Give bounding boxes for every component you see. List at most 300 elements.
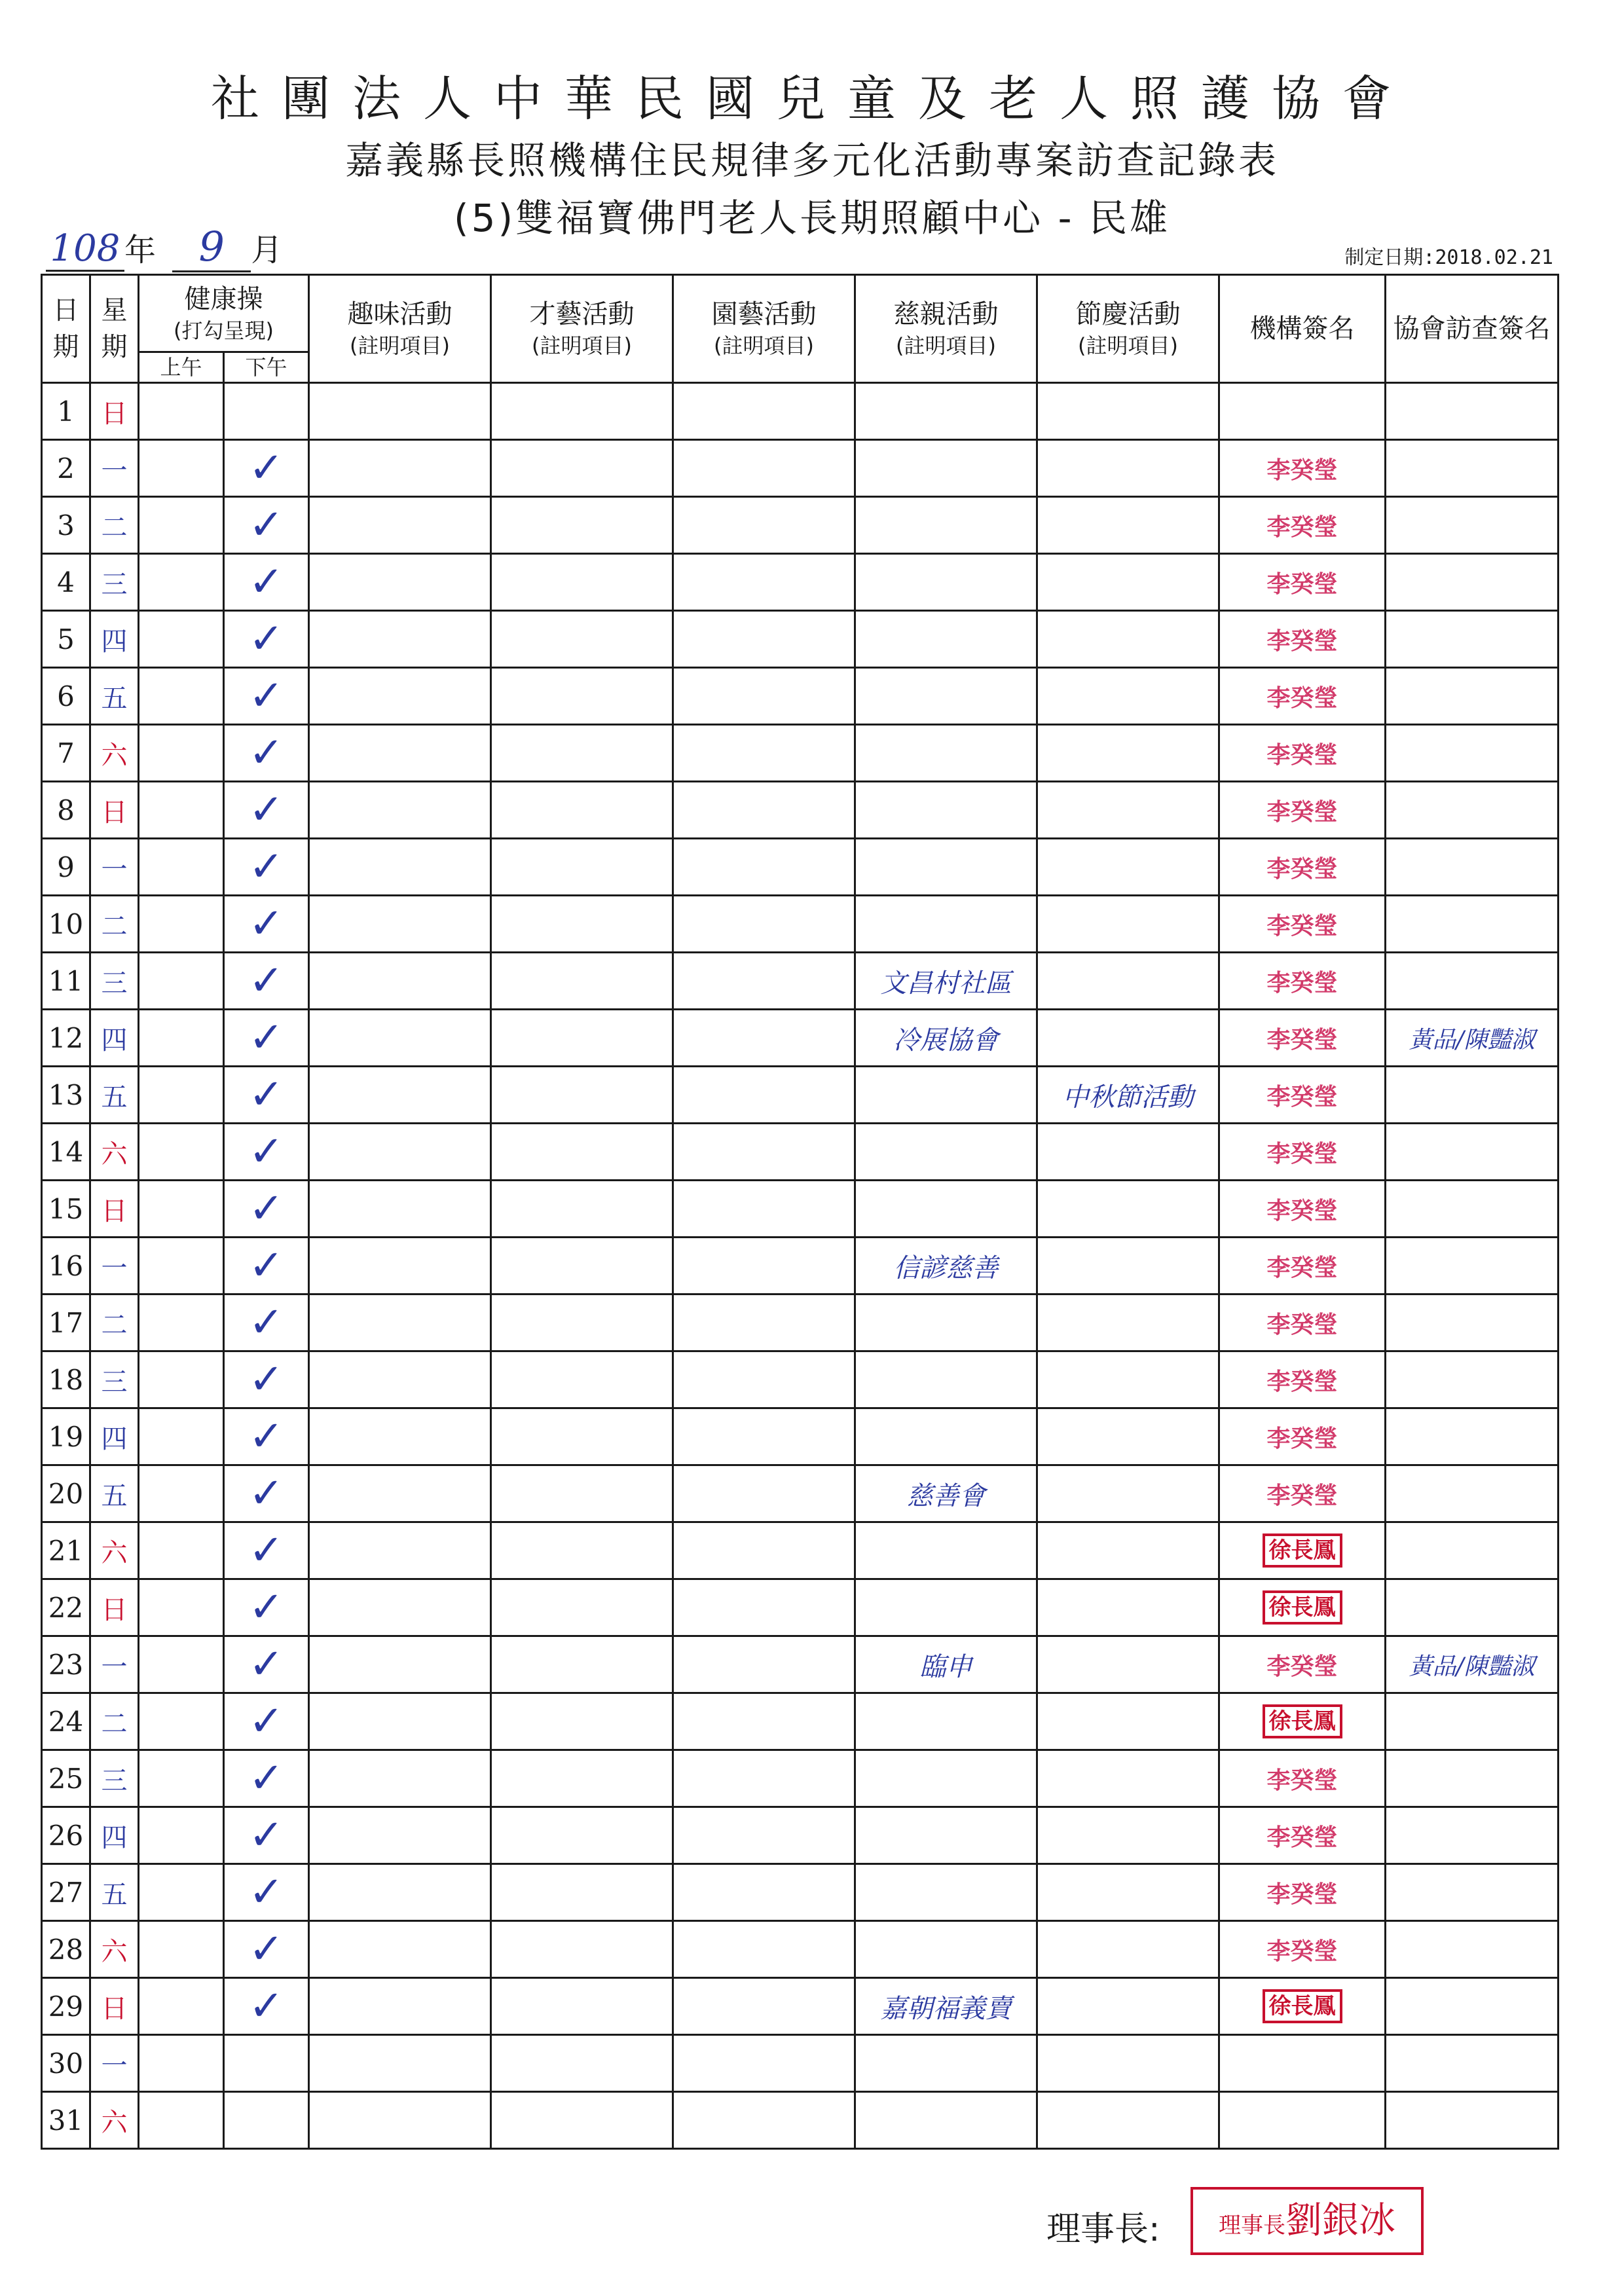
pm-check-cell[interactable]: ✓ bbox=[224, 1408, 309, 1465]
garden-cell[interactable] bbox=[673, 1010, 855, 1067]
pm-check-cell[interactable] bbox=[224, 2092, 309, 2149]
festival-activity-cell[interactable] bbox=[1037, 1351, 1219, 1408]
association-signature-cell[interactable] bbox=[1386, 554, 1559, 611]
fun-cell[interactable] bbox=[309, 383, 491, 440]
festival-activity-cell[interactable] bbox=[1037, 611, 1219, 668]
institution-signature-cell[interactable]: 李癸瑩 bbox=[1219, 896, 1386, 953]
pm-check-cell[interactable]: ✓ bbox=[224, 1522, 309, 1579]
garden-cell[interactable] bbox=[673, 1636, 855, 1693]
talent-cell[interactable] bbox=[491, 1693, 673, 1750]
family-activity-cell[interactable] bbox=[855, 611, 1037, 668]
garden-cell[interactable] bbox=[673, 953, 855, 1010]
day-cell: 4 bbox=[42, 554, 90, 611]
am-check-cell[interactable] bbox=[139, 1693, 224, 1750]
family-activity-cell[interactable] bbox=[855, 1181, 1037, 1238]
association-signature-cell[interactable] bbox=[1386, 1921, 1559, 1978]
garden-cell[interactable] bbox=[673, 383, 855, 440]
pm-check-cell[interactable]: ✓ bbox=[224, 1465, 309, 1522]
family-activity-cell[interactable] bbox=[855, 1408, 1037, 1465]
association-signature-cell[interactable] bbox=[1386, 1465, 1559, 1522]
pm-check-cell[interactable]: ✓ bbox=[224, 668, 309, 725]
festival-activity-cell[interactable] bbox=[1037, 1921, 1219, 1978]
festival-activity-cell[interactable] bbox=[1037, 2035, 1219, 2092]
institution-signature-cell[interactable]: 李癸瑩 bbox=[1219, 1921, 1386, 1978]
association-signature-cell[interactable] bbox=[1386, 1693, 1559, 1750]
institution-signature-cell[interactable] bbox=[1219, 1978, 1386, 2035]
fun-cell[interactable] bbox=[309, 1408, 491, 1465]
pm-check-cell[interactable]: ✓ bbox=[224, 1636, 309, 1693]
am-check-cell[interactable] bbox=[139, 2092, 224, 2149]
pm-check-cell[interactable]: ✓ bbox=[224, 497, 309, 554]
institution-signature-cell[interactable]: 李癸瑩 bbox=[1219, 1864, 1386, 1921]
festival-activity-cell[interactable] bbox=[1037, 839, 1219, 896]
day-cell: 26 bbox=[42, 1807, 90, 1864]
talent-cell[interactable] bbox=[491, 1294, 673, 1351]
pm-check-cell[interactable]: ✓ bbox=[224, 1693, 309, 1750]
association-signature-cell[interactable] bbox=[1386, 1522, 1559, 1579]
fun-cell[interactable] bbox=[309, 1921, 491, 1978]
pm-check-cell[interactable]: ✓ bbox=[224, 1921, 309, 1978]
festival-activity-cell[interactable] bbox=[1037, 953, 1219, 1010]
garden-cell[interactable] bbox=[673, 1750, 855, 1807]
talent-cell[interactable] bbox=[491, 1408, 673, 1465]
fun-cell[interactable] bbox=[309, 1864, 491, 1921]
talent-cell[interactable] bbox=[491, 2092, 673, 2149]
fun-cell[interactable] bbox=[309, 1750, 491, 1807]
header-festival: 節慶活動 (註明項目) bbox=[1037, 275, 1219, 383]
association-signature-cell[interactable] bbox=[1386, 839, 1559, 896]
talent-cell[interactable] bbox=[491, 725, 673, 782]
festival-activity-cell[interactable] bbox=[1037, 1294, 1219, 1351]
fun-cell[interactable] bbox=[309, 497, 491, 554]
association-signature-cell[interactable] bbox=[1386, 1067, 1559, 1124]
talent-cell[interactable] bbox=[491, 554, 673, 611]
talent-cell[interactable] bbox=[491, 1864, 673, 1921]
pm-check-cell[interactable]: ✓ bbox=[224, 1124, 309, 1181]
table-row bbox=[42, 497, 1559, 554]
talent-cell[interactable] bbox=[491, 1636, 673, 1693]
institution-signature-cell[interactable]: 李癸瑩 bbox=[1219, 725, 1386, 782]
association-signature-cell[interactable] bbox=[1386, 725, 1559, 782]
table-row bbox=[42, 1978, 1559, 2035]
fun-cell[interactable] bbox=[309, 1351, 491, 1408]
festival-activity-cell[interactable]: 中秋節活動 bbox=[1037, 1067, 1219, 1124]
family-activity-cell[interactable] bbox=[855, 1124, 1037, 1181]
talent-cell[interactable] bbox=[491, 896, 673, 953]
institution-signature-cell[interactable]: 李癸瑩 bbox=[1219, 782, 1386, 839]
family-activity-cell[interactable] bbox=[855, 896, 1037, 953]
talent-cell[interactable] bbox=[491, 1579, 673, 1636]
fun-cell[interactable] bbox=[309, 1294, 491, 1351]
festival-activity-cell[interactable] bbox=[1037, 1522, 1219, 1579]
day-cell: 17 bbox=[42, 1294, 90, 1351]
institution-signature-cell[interactable]: 李癸瑩 bbox=[1219, 953, 1386, 1010]
association-signature-cell[interactable] bbox=[1386, 2035, 1559, 2092]
association-signature-cell[interactable] bbox=[1386, 1294, 1559, 1351]
pm-check-cell[interactable]: ✓ bbox=[224, 1978, 309, 2035]
am-check-cell[interactable] bbox=[139, 1408, 224, 1465]
institution-signature-cell[interactable] bbox=[1219, 2035, 1386, 2092]
institution-signature-cell[interactable]: 李癸瑩 bbox=[1219, 1124, 1386, 1181]
weekday-cell: 日 bbox=[90, 1978, 139, 2035]
festival-activity-cell[interactable] bbox=[1037, 1864, 1219, 1921]
institution-signature-cell[interactable]: 李癸瑩 bbox=[1219, 668, 1386, 725]
am-check-cell[interactable] bbox=[139, 1750, 224, 1807]
association-signature-cell[interactable]: 黃品/陳豔淑 bbox=[1386, 1010, 1559, 1067]
festival-activity-cell[interactable] bbox=[1037, 1636, 1219, 1693]
talent-cell[interactable] bbox=[491, 839, 673, 896]
am-check-cell[interactable] bbox=[139, 1807, 224, 1864]
talent-cell[interactable] bbox=[491, 953, 673, 1010]
association-signature-cell[interactable] bbox=[1386, 440, 1559, 497]
talent-cell[interactable] bbox=[491, 1978, 673, 2035]
pm-check-cell[interactable]: ✓ bbox=[224, 554, 309, 611]
festival-activity-cell[interactable] bbox=[1037, 1408, 1219, 1465]
festival-activity-cell[interactable] bbox=[1037, 383, 1219, 440]
association-signature-cell[interactable] bbox=[1386, 668, 1559, 725]
garden-cell[interactable] bbox=[673, 1864, 855, 1921]
garden-cell[interactable] bbox=[673, 1693, 855, 1750]
association-signature-cell[interactable] bbox=[1386, 1238, 1559, 1294]
fun-cell[interactable] bbox=[309, 668, 491, 725]
weekday-cell: 六 bbox=[90, 1124, 139, 1181]
festival-activity-cell[interactable] bbox=[1037, 2092, 1219, 2149]
am-check-cell[interactable] bbox=[139, 668, 224, 725]
fun-cell[interactable] bbox=[309, 1181, 491, 1238]
talent-cell[interactable] bbox=[491, 1181, 673, 1238]
pm-check-cell[interactable]: ✓ bbox=[224, 1864, 309, 1921]
institution-signature-cell[interactable]: 李癸瑩 bbox=[1219, 839, 1386, 896]
family-activity-cell[interactable] bbox=[855, 1921, 1037, 1978]
family-activity-cell[interactable] bbox=[855, 554, 1037, 611]
festival-activity-cell[interactable] bbox=[1037, 896, 1219, 953]
talent-cell[interactable] bbox=[491, 1921, 673, 1978]
festival-activity-cell[interactable] bbox=[1037, 1978, 1219, 2035]
association-signature-cell[interactable] bbox=[1386, 497, 1559, 554]
association-signature-cell[interactable] bbox=[1386, 1750, 1559, 1807]
institution-signature-cell[interactable]: 李癸瑩 bbox=[1219, 440, 1386, 497]
garden-cell[interactable] bbox=[673, 1807, 855, 1864]
association-signature-cell[interactable]: 黃品/陳豔淑 bbox=[1386, 1636, 1559, 1693]
institution-signature-cell[interactable]: 李癸瑩 bbox=[1219, 1750, 1386, 1807]
family-activity-cell[interactable] bbox=[855, 1067, 1037, 1124]
institution-signature-cell[interactable] bbox=[1219, 1693, 1386, 1750]
family-activity-cell[interactable]: 嘉朝福義賣 bbox=[855, 1978, 1037, 2035]
year-value[interactable]: 108 bbox=[46, 227, 124, 272]
fun-cell[interactable] bbox=[309, 611, 491, 668]
pm-check-cell[interactable]: ✓ bbox=[224, 1067, 309, 1124]
festival-activity-cell[interactable] bbox=[1037, 1579, 1219, 1636]
am-check-cell[interactable] bbox=[139, 782, 224, 839]
festival-activity-cell[interactable] bbox=[1037, 497, 1219, 554]
pm-check-cell[interactable]: ✓ bbox=[224, 1750, 309, 1807]
pm-check-cell[interactable]: ✓ bbox=[224, 839, 309, 896]
family-activity-cell[interactable] bbox=[855, 1693, 1037, 1750]
family-activity-cell[interactable] bbox=[855, 1522, 1037, 1579]
garden-cell[interactable] bbox=[673, 611, 855, 668]
am-check-cell[interactable] bbox=[139, 1921, 224, 1978]
institution-signature-cell[interactable]: 李癸瑩 bbox=[1219, 1067, 1386, 1124]
association-signature-cell[interactable] bbox=[1386, 1181, 1559, 1238]
festival-activity-cell[interactable] bbox=[1037, 1750, 1219, 1807]
fun-cell[interactable] bbox=[309, 2035, 491, 2092]
weekday-cell: 一 bbox=[90, 440, 139, 497]
talent-cell[interactable] bbox=[491, 611, 673, 668]
family-activity-cell[interactable] bbox=[855, 1351, 1037, 1408]
institution-signature-cell[interactable]: 李癸瑩 bbox=[1219, 1636, 1386, 1693]
family-activity-cell[interactable] bbox=[855, 497, 1037, 554]
institution-signature-cell[interactable] bbox=[1219, 383, 1386, 440]
garden-cell[interactable] bbox=[673, 497, 855, 554]
fun-cell[interactable] bbox=[309, 725, 491, 782]
talent-cell[interactable] bbox=[491, 497, 673, 554]
association-signature-cell[interactable] bbox=[1386, 1408, 1559, 1465]
fun-cell[interactable] bbox=[309, 1636, 491, 1693]
association-signature-cell[interactable] bbox=[1386, 611, 1559, 668]
garden-cell[interactable] bbox=[673, 554, 855, 611]
header-garden: 園藝活動 (註明項目) bbox=[673, 275, 855, 383]
talent-cell[interactable] bbox=[491, 1465, 673, 1522]
am-check-cell[interactable] bbox=[139, 1636, 224, 1693]
garden-cell[interactable] bbox=[673, 2035, 855, 2092]
institution-signature-cell[interactable]: 李癸瑩 bbox=[1219, 554, 1386, 611]
am-check-cell[interactable] bbox=[139, 1864, 224, 1921]
pm-check-cell[interactable]: ✓ bbox=[224, 1807, 309, 1864]
institution-signature-cell[interactable]: 李癸瑩 bbox=[1219, 1465, 1386, 1522]
pm-check-cell[interactable]: ✓ bbox=[224, 782, 309, 839]
institution-signature-cell[interactable]: 李癸瑩 bbox=[1219, 1408, 1386, 1465]
weekday-cell: 二 bbox=[90, 1693, 139, 1750]
garden-cell[interactable] bbox=[673, 725, 855, 782]
association-signature-cell[interactable] bbox=[1386, 1579, 1559, 1636]
weekday-cell: 日 bbox=[90, 1579, 139, 1636]
festival-activity-cell[interactable] bbox=[1037, 1693, 1219, 1750]
fun-cell[interactable] bbox=[309, 554, 491, 611]
am-check-cell[interactable] bbox=[139, 1238, 224, 1294]
am-check-cell[interactable] bbox=[139, 1010, 224, 1067]
festival-activity-cell[interactable] bbox=[1037, 440, 1219, 497]
association-signature-cell[interactable] bbox=[1386, 1807, 1559, 1864]
family-activity-cell[interactable] bbox=[855, 383, 1037, 440]
association-signature-cell[interactable] bbox=[1386, 1351, 1559, 1408]
institution-signature-cell[interactable]: 李癸瑩 bbox=[1219, 1294, 1386, 1351]
garden-cell[interactable] bbox=[673, 668, 855, 725]
garden-cell[interactable] bbox=[673, 1522, 855, 1579]
weekday-cell: 六 bbox=[90, 1522, 139, 1579]
fun-cell[interactable] bbox=[309, 782, 491, 839]
header-family: 慈親活動 (註明項目) bbox=[855, 275, 1037, 383]
talent-cell[interactable] bbox=[491, 1238, 673, 1294]
am-check-cell[interactable] bbox=[139, 839, 224, 896]
festival-activity-cell[interactable] bbox=[1037, 1010, 1219, 1067]
institution-signature-cell[interactable]: 李癸瑩 bbox=[1219, 497, 1386, 554]
am-check-cell[interactable] bbox=[139, 497, 224, 554]
family-activity-cell[interactable]: 慈善會 bbox=[855, 1465, 1037, 1522]
am-check-cell[interactable] bbox=[139, 1579, 224, 1636]
association-signature-cell[interactable] bbox=[1386, 383, 1559, 440]
family-activity-cell[interactable] bbox=[855, 2035, 1037, 2092]
association-signature-cell[interactable] bbox=[1386, 1124, 1559, 1181]
garden-cell[interactable] bbox=[673, 1181, 855, 1238]
fun-cell[interactable] bbox=[309, 896, 491, 953]
fun-cell[interactable] bbox=[309, 1522, 491, 1579]
pm-check-cell[interactable]: ✓ bbox=[224, 440, 309, 497]
talent-cell[interactable] bbox=[491, 440, 673, 497]
family-activity-cell[interactable]: 信諺慈善 bbox=[855, 1238, 1037, 1294]
festival-activity-cell[interactable] bbox=[1037, 1238, 1219, 1294]
association-signature-cell[interactable] bbox=[1386, 896, 1559, 953]
family-activity-cell[interactable]: 臨申 bbox=[855, 1636, 1037, 1693]
fun-cell[interactable] bbox=[309, 2092, 491, 2149]
am-check-cell[interactable] bbox=[139, 383, 224, 440]
institution-signature-cell[interactable]: 李癸瑩 bbox=[1219, 1010, 1386, 1067]
pm-check-cell[interactable]: ✓ bbox=[224, 1351, 309, 1408]
fun-cell[interactable] bbox=[309, 1807, 491, 1864]
family-activity-cell[interactable] bbox=[855, 1579, 1037, 1636]
association-signature-cell[interactable] bbox=[1386, 953, 1559, 1010]
association-signature-cell[interactable] bbox=[1386, 782, 1559, 839]
fun-cell[interactable] bbox=[309, 1579, 491, 1636]
table-row bbox=[42, 440, 1559, 497]
family-activity-cell[interactable] bbox=[855, 440, 1037, 497]
organization-title: 社團法人中華民國兒童及老人照護協會 bbox=[211, 71, 1413, 127]
pm-check-cell[interactable] bbox=[224, 2035, 309, 2092]
institution-signature-cell[interactable] bbox=[1219, 1522, 1386, 1579]
talent-cell[interactable] bbox=[491, 782, 673, 839]
talent-cell[interactable] bbox=[491, 1067, 673, 1124]
am-check-cell[interactable] bbox=[139, 1067, 224, 1124]
family-activity-cell[interactable] bbox=[855, 1750, 1037, 1807]
family-activity-cell[interactable] bbox=[855, 839, 1037, 896]
pm-check-cell[interactable]: ✓ bbox=[224, 1238, 309, 1294]
garden-cell[interactable] bbox=[673, 440, 855, 497]
am-check-cell[interactable] bbox=[139, 1181, 224, 1238]
fun-cell[interactable] bbox=[309, 1067, 491, 1124]
garden-cell[interactable] bbox=[673, 1351, 855, 1408]
family-activity-cell[interactable] bbox=[855, 668, 1037, 725]
pm-check-cell[interactable]: ✓ bbox=[224, 1579, 309, 1636]
association-signature-cell[interactable] bbox=[1386, 1978, 1559, 2035]
family-activity-cell[interactable] bbox=[855, 1807, 1037, 1864]
garden-cell[interactable] bbox=[673, 782, 855, 839]
talent-cell[interactable] bbox=[491, 668, 673, 725]
garden-cell[interactable] bbox=[673, 2092, 855, 2149]
association-signature-cell[interactable] bbox=[1386, 2092, 1559, 2149]
institution-signature-cell[interactable]: 李癸瑩 bbox=[1219, 1238, 1386, 1294]
fun-cell[interactable] bbox=[309, 1124, 491, 1181]
am-check-cell[interactable] bbox=[139, 1351, 224, 1408]
am-check-cell[interactable] bbox=[139, 725, 224, 782]
header-exercise: 健康操 (打勾呈現) bbox=[139, 275, 309, 352]
festival-activity-cell[interactable] bbox=[1037, 668, 1219, 725]
pm-check-cell[interactable]: ✓ bbox=[224, 896, 309, 953]
family-activity-cell[interactable] bbox=[855, 1864, 1037, 1921]
family-activity-cell[interactable] bbox=[855, 1294, 1037, 1351]
am-check-cell[interactable] bbox=[139, 1294, 224, 1351]
fun-cell[interactable] bbox=[309, 953, 491, 1010]
am-check-cell[interactable] bbox=[139, 953, 224, 1010]
talent-cell[interactable] bbox=[491, 383, 673, 440]
day-cell: 14 bbox=[42, 1124, 90, 1181]
fun-cell[interactable] bbox=[309, 1978, 491, 2035]
garden-cell[interactable] bbox=[673, 1238, 855, 1294]
talent-cell[interactable] bbox=[491, 1750, 673, 1807]
family-activity-cell[interactable]: 文昌村社區 bbox=[855, 953, 1037, 1010]
am-check-cell[interactable] bbox=[139, 896, 224, 953]
festival-activity-cell[interactable] bbox=[1037, 1181, 1219, 1238]
am-check-cell[interactable] bbox=[139, 1978, 224, 2035]
talent-cell[interactable] bbox=[491, 1124, 673, 1181]
pm-check-cell[interactable]: ✓ bbox=[224, 1010, 309, 1067]
fun-cell[interactable] bbox=[309, 1465, 491, 1522]
talent-cell[interactable] bbox=[491, 2035, 673, 2092]
institution-signature-cell[interactable]: 李癸瑩 bbox=[1219, 1807, 1386, 1864]
fun-cell[interactable] bbox=[309, 1693, 491, 1750]
association-signature-cell[interactable] bbox=[1386, 1864, 1559, 1921]
institution-signature-cell[interactable] bbox=[1219, 2092, 1386, 2149]
talent-cell[interactable] bbox=[491, 1351, 673, 1408]
festival-activity-cell[interactable] bbox=[1037, 1124, 1219, 1181]
garden-cell[interactable] bbox=[673, 1067, 855, 1124]
garden-cell[interactable] bbox=[673, 1124, 855, 1181]
am-check-cell[interactable] bbox=[139, 440, 224, 497]
pm-check-cell[interactable]: ✓ bbox=[224, 1294, 309, 1351]
am-check-cell[interactable] bbox=[139, 1465, 224, 1522]
pm-check-cell[interactable]: ✓ bbox=[224, 611, 309, 668]
table-row bbox=[42, 611, 1559, 668]
festival-activity-cell[interactable] bbox=[1037, 725, 1219, 782]
am-check-cell[interactable] bbox=[139, 1124, 224, 1181]
am-check-cell[interactable] bbox=[139, 1522, 224, 1579]
festival-activity-cell[interactable] bbox=[1037, 1465, 1219, 1522]
talent-cell[interactable] bbox=[491, 1522, 673, 1579]
institution-signature-cell[interactable] bbox=[1219, 1579, 1386, 1636]
festival-activity-cell[interactable] bbox=[1037, 1807, 1219, 1864]
garden-cell[interactable] bbox=[673, 1465, 855, 1522]
garden-cell[interactable] bbox=[673, 839, 855, 896]
pm-check-cell[interactable] bbox=[224, 383, 309, 440]
family-activity-cell[interactable]: 冷展協會 bbox=[855, 1010, 1037, 1067]
fun-cell[interactable] bbox=[309, 1010, 491, 1067]
garden-cell[interactable] bbox=[673, 1978, 855, 2035]
pm-check-cell[interactable]: ✓ bbox=[224, 953, 309, 1010]
family-activity-cell[interactable] bbox=[855, 782, 1037, 839]
fun-cell[interactable] bbox=[309, 1238, 491, 1294]
family-activity-cell[interactable] bbox=[855, 2092, 1037, 2149]
garden-cell[interactable] bbox=[673, 1294, 855, 1351]
pm-check-cell[interactable]: ✓ bbox=[224, 1181, 309, 1238]
garden-cell[interactable] bbox=[673, 1408, 855, 1465]
institution-signature-cell[interactable]: 李癸瑩 bbox=[1219, 1181, 1386, 1238]
family-activity-cell[interactable] bbox=[855, 725, 1037, 782]
garden-cell[interactable] bbox=[673, 1579, 855, 1636]
institution-signature-cell[interactable]: 李癸瑩 bbox=[1219, 611, 1386, 668]
fun-cell[interactable] bbox=[309, 839, 491, 896]
talent-cell[interactable] bbox=[491, 1010, 673, 1067]
institution-signature-cell[interactable]: 李癸瑩 bbox=[1219, 1351, 1386, 1408]
fun-cell[interactable] bbox=[309, 440, 491, 497]
festival-activity-cell[interactable] bbox=[1037, 554, 1219, 611]
festival-activity-cell[interactable] bbox=[1037, 782, 1219, 839]
pm-check-cell[interactable]: ✓ bbox=[224, 725, 309, 782]
am-check-cell[interactable] bbox=[139, 611, 224, 668]
month-value[interactable]: 9 bbox=[172, 223, 251, 272]
am-check-cell[interactable] bbox=[139, 554, 224, 611]
garden-cell[interactable] bbox=[673, 896, 855, 953]
talent-cell[interactable] bbox=[491, 1807, 673, 1864]
garden-cell[interactable] bbox=[673, 1921, 855, 1978]
am-check-cell[interactable] bbox=[139, 2035, 224, 2092]
